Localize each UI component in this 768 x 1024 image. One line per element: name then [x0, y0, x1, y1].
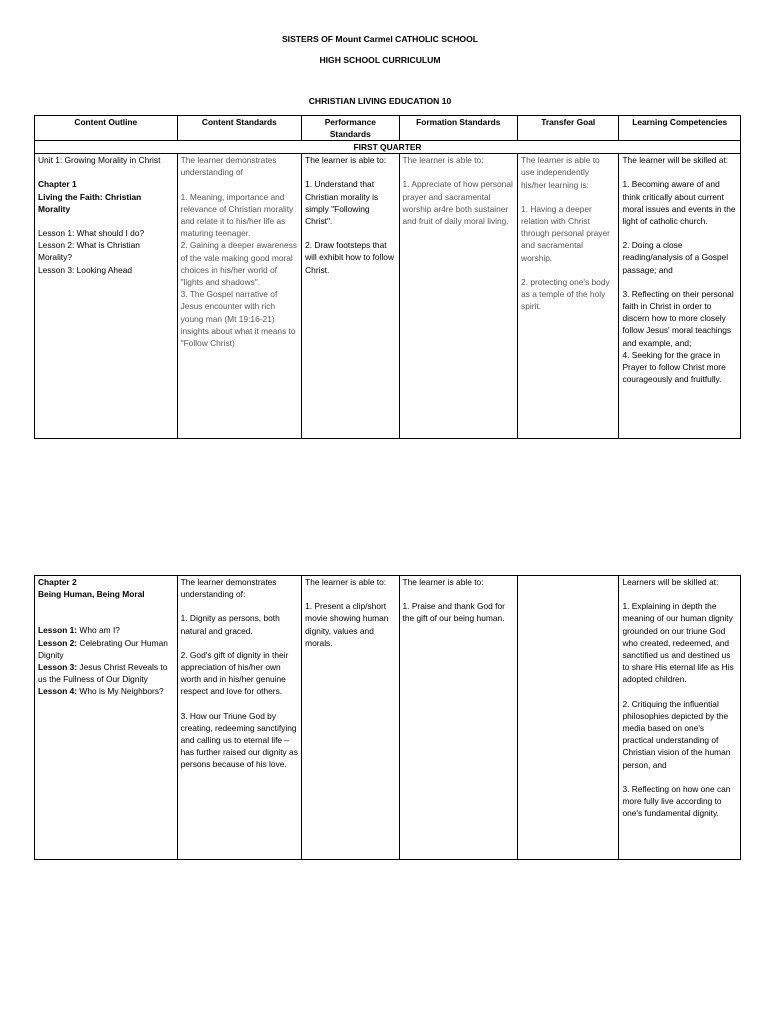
transfer-goal-item: 2. protecting one's body as a temple of the holy spirit.: [521, 276, 610, 312]
content-outline-cell: [35, 576, 178, 860]
transfer-goal-item: 1. Having a deeper relation with Christ through personal prayer and sacramental worship.: [521, 203, 610, 263]
curriculum-table-chapter-2: [34, 575, 741, 860]
formation-standards-cell: [399, 576, 518, 860]
unit-title: Unit 1: Growing Morality in Christ: [38, 155, 161, 166]
learning-competencies-intro: The learner will be skilled at:: [622, 155, 729, 166]
content-standards-intro: The learner demonstrates understanding of: [180, 155, 277, 178]
header-transfer-goal: Transfer Goal: [518, 116, 619, 141]
content-standard-item: 2. God's gift of dignity in their appreciation of his/her own worth and in his/her genuine respect and love for others.: [180, 649, 289, 697]
content-standard-item: 1. Meaning, importance and relevance of Christian morality and relate it to his/her life as maturing teenager.: [180, 191, 294, 239]
learning-competency-item: 2. Doing a close reading/analysis of a Gospel passage; and: [622, 240, 729, 275]
formation-standards-cell: [399, 154, 518, 439]
learning-competencies-cell: [619, 154, 741, 439]
performance-standards-intro: The learner is able to:: [305, 577, 387, 587]
learning-competency-item: 3. Reflecting on how one can more fully live according to one's fundamental dignity.: [622, 783, 731, 819]
learning-competency-item: 4. Seeking for the grace in Prayer to follow Christ more courageously and fruitfully.: [622, 349, 726, 385]
curriculum-table-first-quarter: [34, 115, 741, 439]
lesson-text: Who am I?: [77, 625, 120, 636]
learning-competency-item: 3. Reflecting on their personal faith in Christ in order to discern how to more closely follow Jesus' moral teachings and example, and;: [622, 288, 734, 348]
lesson-text: Jesus Christ Reveals to us the Fullness of Our Dignity: [38, 662, 168, 685]
performance-standards-intro: The learner is able to:: [305, 155, 387, 166]
formation-standards-intro: The learner is able to:: [402, 155, 484, 166]
lesson-item: Lesson 2: What is Christian Morality?: [38, 240, 140, 263]
transfer-goal-cell: [518, 576, 619, 860]
learning-competencies-cell: [619, 576, 741, 860]
content-standard-item: 3. How our Triune God by creating, redeeming sanctifying and calling us to eternal life – has further raised our dignity as persons because of his love.: [180, 710, 298, 770]
lesson-item: [38, 661, 174, 685]
chapter-label: Chapter 2: [38, 577, 77, 587]
lesson-label: Lesson 1:: [38, 625, 78, 636]
lesson-text: Celebrating Our Human Dignity: [38, 637, 168, 660]
header-content-standards: Content Standards: [177, 116, 302, 141]
header-performance-standards: Performance Standards: [302, 116, 399, 141]
learning-competency-item: 1. Becoming aware of and think critically about current moral issues and events in the light of catholic church.: [622, 179, 736, 227]
performance-standards-cell: [302, 576, 399, 860]
content-standard-item: 2. Gaining a deeper awareness of the vale making good moral choices in his/her world of "lights and shadows".: [180, 240, 297, 288]
learning-competencies-intro: Learners will be skilled at:: [622, 577, 719, 587]
content-outline-cell: [35, 154, 178, 439]
lesson-item: Lesson 1: What should I do?: [38, 228, 145, 239]
learning-competency-item: 2. Critiquing the influential philosophies depicted by the media based on one's practical understanding of Christian vision of the human person, and: [622, 698, 731, 770]
content-standard-item: 1. Dignity as persons, both natural and graced.: [180, 613, 280, 636]
learning-competency-item: 1. Explaining in depth the meaning of our human dignity grounded on our triune God who created, redeemed, and sanctified us and destined us to share His eternal life as His adopted children.: [622, 601, 734, 685]
lesson-item: [38, 624, 174, 636]
lesson-label: Lesson 4:: [38, 686, 78, 697]
header-content-outline: Content Outline: [35, 116, 178, 141]
formation-standard-item: 1. Praise and thank God for the gift of our being human.: [402, 601, 505, 624]
chapter-title: Being Human, Being Moral: [38, 589, 145, 600]
lesson-item: Lesson 3: Looking Ahead: [38, 264, 133, 275]
chapter-title: Living the Faith: Christian Morality: [38, 191, 142, 214]
lesson-item: [38, 637, 174, 661]
performance-standards-cell: [302, 154, 399, 439]
subject-title: CHRISTIAN LIVING EDUCATION 10: [308, 96, 452, 106]
performance-standard-item: 1. Understand that Christian morality is simply "Following Christ".: [305, 179, 379, 227]
content-standards-cell: [177, 154, 302, 439]
lesson-label: Lesson 3:: [38, 662, 78, 673]
chapter-label: Chapter 1: [38, 179, 77, 190]
lesson-item: [38, 685, 174, 697]
content-standards-cell: [177, 576, 302, 860]
school-title: SISTERS OF Mount Carmel CATHOLIC SCHOOL: [281, 34, 479, 44]
transfer-goal-cell: [518, 154, 619, 439]
quarter-label: FIRST QUARTER: [35, 141, 741, 154]
header-formation-standards: Formation Standards: [399, 116, 518, 141]
formation-standard-item: 1. Appreciate of how personal prayer and sacramental worship ar4re both sustainer and fruit of daily moral living.: [402, 179, 513, 227]
content-standards-intro: The learner demonstrates understanding of:: [180, 577, 277, 600]
formation-standards-intro: The learner is able to:: [402, 577, 484, 587]
transfer-goal-intro: The learner is able to use independently his/her learning is:: [521, 155, 600, 190]
lesson-label: Lesson 2:: [38, 637, 78, 648]
lesson-text: Who is My Neighbors?: [77, 686, 164, 697]
performance-standard-item: 2. Draw footsteps that will exhibit how to follow Christ.: [305, 240, 395, 275]
curriculum-title: HIGH SCHOOL CURRICULUM: [319, 55, 441, 65]
header-learning-competencies: Learning Competencies: [619, 116, 741, 141]
content-standard-item: 3. The Gospel narrative of Jesus encounter with rich young man (Mt 19:16-21) insights about what it means to "Follow Christ): [180, 289, 296, 349]
performance-standard-item: 1. Present a clip/short movie showing human dignity, values and morals.: [305, 601, 389, 648]
